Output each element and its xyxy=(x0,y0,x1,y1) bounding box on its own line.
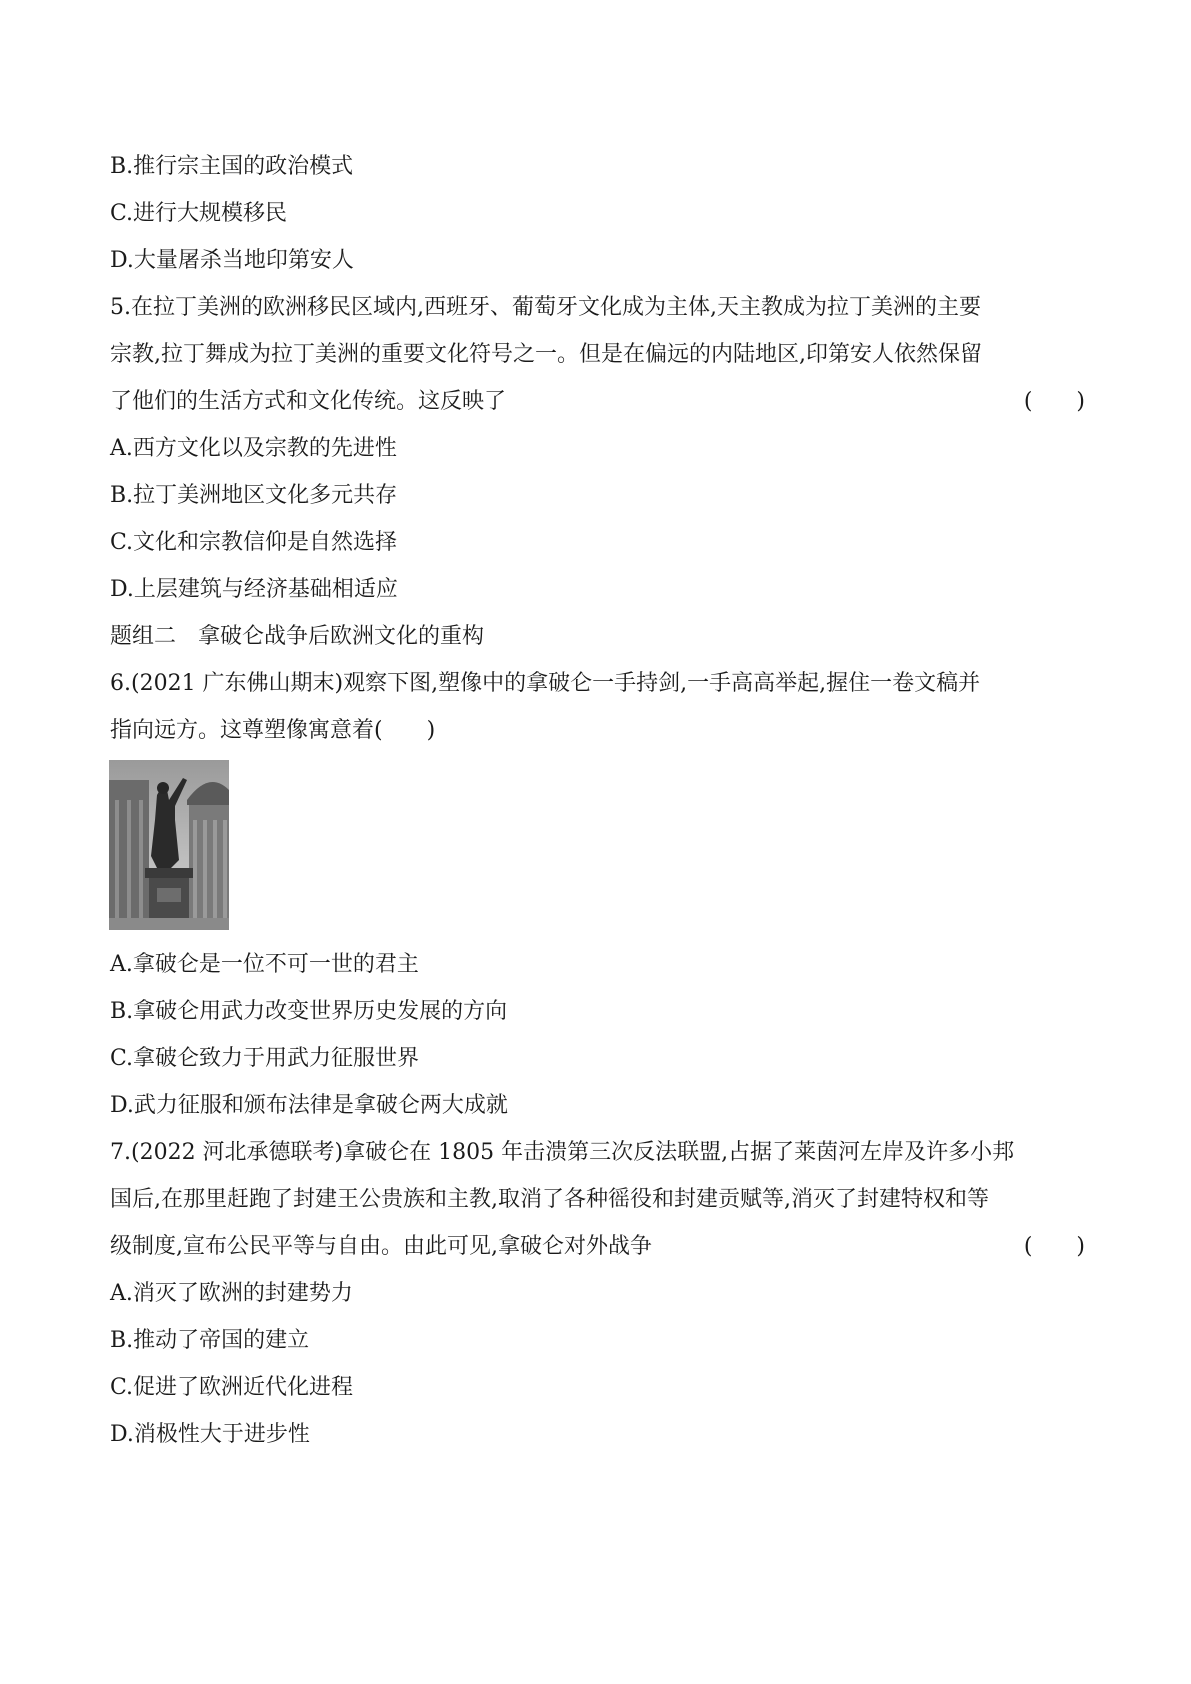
q7-stem-line-1: 7.(2022 河北承德联考)拿破仑在 1805 年击溃第三次反法联盟,占据了莱茵河左岸及许多小邦 xyxy=(110,1140,1015,1165)
q4-option-d: D.大量屠杀当地印第安人 xyxy=(110,248,354,273)
q6-option-d: D.武力征服和颁布法律是拿破仑两大成就 xyxy=(110,1093,508,1118)
q5-option-c: C.文化和宗教信仰是自然选择 xyxy=(110,530,398,555)
q6-option-b: B.拿破仑用武力改变世界历史发展的方向 xyxy=(110,999,508,1024)
q5-option-a: A.西方文化以及宗教的先进性 xyxy=(110,436,397,461)
q6-option-a: A.拿破仑是一位不可一世的君主 xyxy=(110,952,419,977)
group-title: 题组二 拿破仑战争后欧洲文化的重构 xyxy=(110,624,485,649)
statue-illustration xyxy=(109,760,229,930)
q7-option-d: D.消极性大于进步性 xyxy=(110,1422,310,1447)
q7-option-c: C.促进了欧洲近代化进程 xyxy=(110,1375,354,1400)
q6-option-c: C.拿破仑致力于用武力征服世界 xyxy=(110,1046,420,1071)
q4-option-c: C.进行大规模移民 xyxy=(110,201,288,226)
q6-stem-line-2: 指向远方。这尊塑像寓意着( ) xyxy=(110,718,436,743)
q7-stem-text: 级制度,宣布公民平等与自由。由此可见,拿破仑对外战争 xyxy=(110,1234,652,1259)
q7-option-a: A.消灭了欧洲的封建势力 xyxy=(110,1281,353,1306)
q6-stem-line-1: 6.(2021 广东佛山期末)观察下图,塑像中的拿破仑一手持剑,一手高高举起,握住一卷文稿并 xyxy=(110,671,981,696)
q5-stem-text: 了他们的生活方式和文化传统。这反映了 xyxy=(110,389,507,414)
q5-stem-line-3 xyxy=(110,387,1085,417)
napoleon-statue-photo xyxy=(109,760,229,930)
q7-stem-line-2: 国后,在那里赶跑了封建王公贵族和主教,取消了各种徭役和封建贡赋等,消灭了封建特权和等 xyxy=(110,1187,989,1212)
q5-stem-line-1: 5.在拉丁美洲的欧洲移民区域内,西班牙、葡萄牙文化成为主体,天主教成为拉丁美洲的主要 xyxy=(110,295,981,320)
q5-answer-blank: ( ) xyxy=(1023,389,1085,414)
q5-option-d: D.上层建筑与经济基础相适应 xyxy=(110,577,398,602)
q5-stem-line-2: 宗教,拉丁舞成为拉丁美洲的重要文化符号之一。但是在偏远的内陆地区,印第安人依然保留 xyxy=(110,342,982,367)
q7-option-b: B.推动了帝国的建立 xyxy=(110,1328,310,1353)
q5-option-b: B.拉丁美洲地区文化多元共存 xyxy=(110,483,398,508)
q4-option-b: B.推行宗主国的政治模式 xyxy=(110,154,354,179)
q7-stem-line-3 xyxy=(110,1232,1085,1262)
q7-answer-blank: ( ) xyxy=(1023,1234,1085,1259)
